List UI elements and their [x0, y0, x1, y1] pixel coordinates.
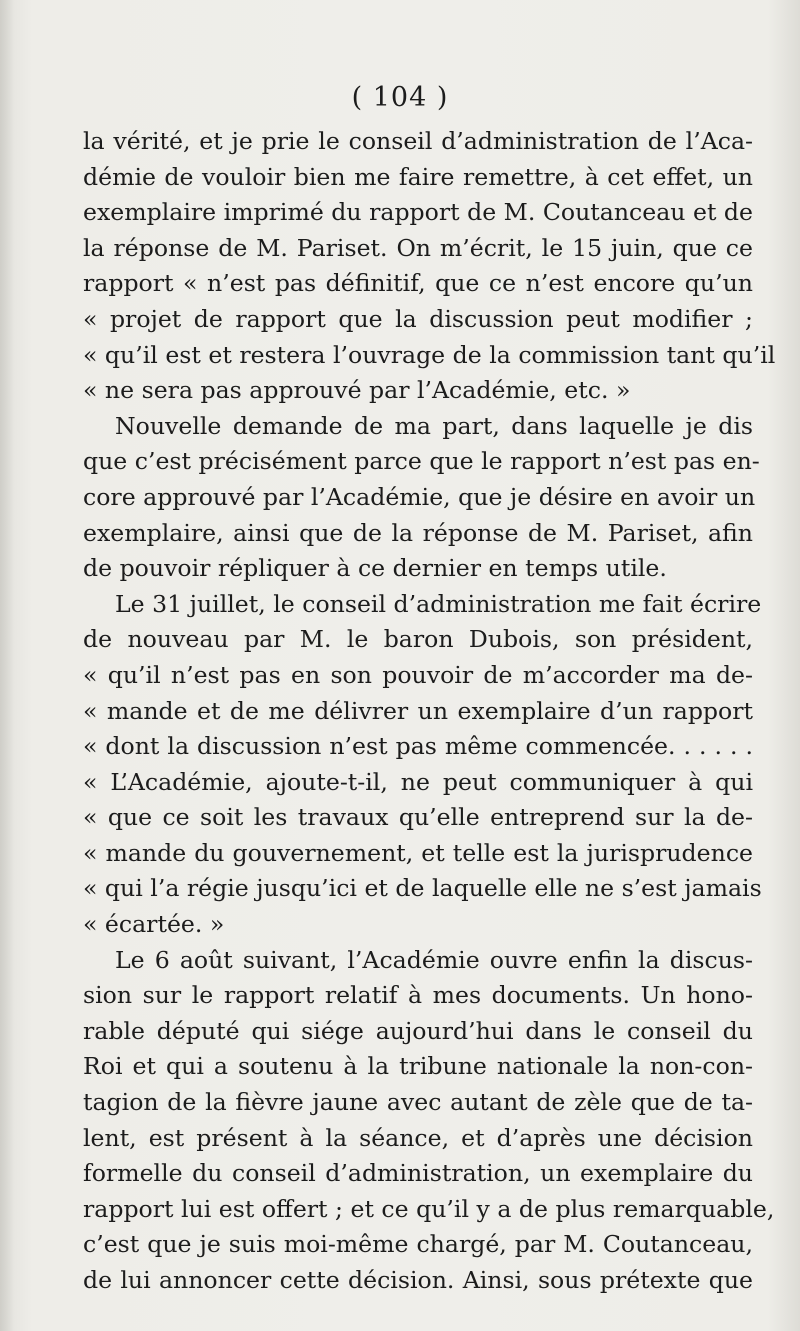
text-line: rapport lui est offert ; et ce qu’il y a de plus remarquable,	[83, 1194, 775, 1223]
text-line: « L’Académie, ajoute-t-il, ne peut communiquer à qui	[83, 767, 753, 796]
text-line: Le 31 juillet, le conseil d’administration me fait écrire	[115, 589, 762, 618]
text-line: « mande du gouvernement, et telle est la jurisprudence	[83, 838, 753, 867]
text-line: « qu’il est et restera l’ouvrage de la commission tant qu’il	[83, 340, 776, 369]
text-line: de nouveau par M. le baron Dubois, son président,	[83, 625, 753, 654]
text-line: de lui annoncer cette décision. Ainsi, sous prétexte que	[83, 1266, 753, 1294]
text-line: « écartée. »	[83, 910, 225, 939]
text-line: « qu’il n’est pas en son pouvoir de m’accorder ma de-	[83, 660, 753, 689]
text-line: tagion de la fièvre jaune avec autant de zèle que de ta-	[83, 1088, 753, 1117]
text-line: de pouvoir répliquer à ce dernier en temps utile.	[83, 554, 667, 583]
text-line: rapport « n’est pas définitif, que ce n’est encore qu’un	[83, 269, 753, 298]
text-line: la vérité, et je prie le conseil d’administration de l’Aca-	[83, 127, 753, 155]
body-text	[83, 124, 776, 1299]
page-number: ( 104 )	[351, 82, 449, 113]
text-line: c’est que je suis moi-même chargé, par M. Coutanceau,	[83, 1230, 753, 1259]
text-line: rable député qui siége aujourd’hui dans le conseil du	[83, 1016, 753, 1045]
text-line: exemplaire imprimé du rapport de M. Coutanceau et de	[83, 198, 753, 227]
text-line: Nouvelle demande de ma part, dans laquelle je dis	[115, 411, 753, 440]
text-line: « que ce soit les travaux qu’elle entreprend sur la de-	[83, 803, 753, 832]
text-line: sion sur le rapport relatif à mes documents. Un hono-	[83, 981, 753, 1010]
text-line: formelle du conseil d’administration, un exemplaire du	[83, 1159, 753, 1188]
text-line: « qui l’a régie jusqu’ici et de laquelle elle ne s’est jamais	[83, 874, 762, 903]
scan-edge-shadow	[0, 0, 14, 1331]
text-line: « dont la discussion n’est pas même commencée. . . . . .	[83, 732, 753, 761]
text-line: que c’est précisément parce que le rapport n’est pas en-	[83, 447, 760, 476]
text-line: Le 6 août suivant, l’Académie ouvre enfin la discus-	[115, 945, 753, 974]
text-line: « mande et de me délivrer un exemplaire d’un rapport	[83, 696, 753, 725]
text-line: la réponse de M. Pariset. On m’écrit, le 15 juin, que ce	[83, 233, 753, 262]
text-line: exemplaire, ainsi que de la réponse de M. Pariset, afin	[83, 518, 753, 547]
text-line: démie de vouloir bien me faire remettre, à cet effet, un	[83, 162, 753, 191]
text-line: « projet de rapport que la discussion peut modifier ;	[83, 304, 753, 333]
text-line: lent, est présent à la séance, et d’après une décision	[83, 1123, 753, 1152]
text-line: core approuvé par l’Académie, que je désire en avoir un	[83, 482, 756, 511]
text-line: Roi et qui a soutenu à la tribune nationale la non-con-	[83, 1052, 753, 1081]
text-line: « ne sera pas approuvé par l’Académie, etc. »	[83, 376, 631, 405]
